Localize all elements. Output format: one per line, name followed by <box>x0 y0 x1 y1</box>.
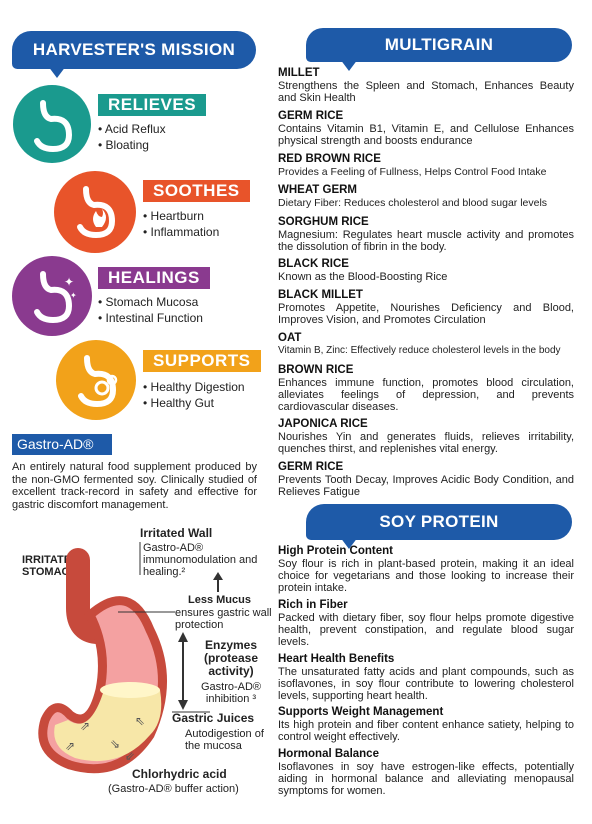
grain-desc: Nourishes Yin and generates fluids, relieves irritability, quenches thirst, and replenishes vital energy. <box>278 431 574 455</box>
svg-text:⇗: ⇗ <box>65 739 76 753</box>
grain-item <box>278 258 574 283</box>
soy-item <box>278 653 574 702</box>
grain-item <box>278 67 574 104</box>
soy-item <box>278 545 574 594</box>
grain-desc: Magnesium: Regulates heart muscle activity and promotes the dissolution of fibrin in the body. <box>278 229 574 253</box>
multigrain-banner <box>306 28 572 62</box>
grain-desc: Promotes Appetite, Nourishes Deficiency and Blood, Improves Vision, and Promotes Circulation <box>278 302 574 326</box>
mission-banner <box>12 31 256 69</box>
grain-name: GERM RICE <box>278 110 344 122</box>
svg-text:⇖: ⇖ <box>135 714 146 728</box>
category-bullets-supports <box>143 379 245 411</box>
flame-stomach-icon <box>54 171 136 253</box>
soy-item <box>278 706 574 743</box>
chlorhydric-acid-text: (Gastro-AD® buffer action) <box>108 783 239 795</box>
grain-name: MILLET <box>278 67 320 79</box>
grain-name: GERM RICE <box>278 461 344 473</box>
grain-desc: Prevents Tooth Decay, Improves Acidic Body Condition, and Relieves Fatigue <box>278 474 574 498</box>
irritated-stomach-label: IRRITATED STOMACH <box>22 554 80 578</box>
bullet-item: • Heartburn <box>143 208 219 224</box>
multigrain-title: MULTIGRAIN <box>384 35 494 54</box>
grain-name: BLACK MILLET <box>278 289 363 301</box>
bullet-item: • Stomach Mucosa <box>98 294 203 310</box>
soy-item <box>278 599 574 648</box>
gastric-juices-title: Gastric Juices <box>172 711 255 725</box>
soy-desc: The unsaturated fatty acids and plant compounds, such as isoflavones, in soy flour contribute to lowering cholesterol levels, supporting heart health. <box>278 666 574 702</box>
soy-desc: Soy flour is rich in plant-based protein, making it an ideal choice for vegetarians and those looking to increase their protein intake. <box>278 558 574 594</box>
irritated-wall-text: Gastro-AD® immunomodulation and healing.² <box>143 542 258 578</box>
gastric-juices-text: Autodigestion of the mucosa <box>185 728 264 752</box>
soy-desc: Isoflavones in soy have estrogen-like effects, potentially aiding in hormonal balance and alleviating menopausal symptoms for women. <box>278 761 574 797</box>
category-label-healings: HEALINGS <box>98 267 210 289</box>
soy-name: Hormonal Balance <box>278 748 379 760</box>
bullet-item: • Intestinal Function <box>98 310 203 326</box>
bullet-item: • Bloating <box>98 137 166 153</box>
bullet-item: • Acid Reflux <box>98 121 166 137</box>
soy-name: Heart Health Benefits <box>278 653 395 665</box>
grain-desc: Provides a Feeling of Fullness, Helps Control Food Intake <box>278 166 547 178</box>
mission-title: HARVESTER'S MISSION <box>32 40 236 59</box>
less-mucus-title: Less Mucus <box>188 594 251 606</box>
grain-name: RED BROWN RICE <box>278 153 381 165</box>
grain-item <box>278 184 574 209</box>
category-label-relieves: RELIEVES <box>98 94 206 116</box>
svg-text:⇙: ⇙ <box>125 749 136 763</box>
category-bullets-soothes <box>143 208 219 240</box>
grain-desc: Enhances immune function, promotes blood circulation, alleviates feelings of depression, and prevents cardiovascular diseases. <box>278 377 574 413</box>
gear-stomach-icon <box>56 340 136 420</box>
svg-text:✦: ✦ <box>64 275 75 289</box>
grain-item <box>278 153 574 178</box>
less-mucus-text: ensures gastric wall protection <box>175 607 272 631</box>
grain-item <box>278 461 574 498</box>
grain-item <box>278 216 574 253</box>
svg-text:⇘: ⇘ <box>110 737 121 751</box>
grain-name: WHEAT GERM <box>278 184 358 196</box>
bullet-item: • Healthy Digestion <box>143 379 245 395</box>
grain-item <box>278 364 574 413</box>
sparkle-stomach-icon <box>12 256 92 336</box>
gastro-title-box <box>12 434 112 455</box>
category-bullets-relieves <box>98 121 166 153</box>
category-label-supports: SUPPORTS <box>143 350 261 372</box>
grain-desc: Vitamin B, Zinc: Effectively reduce cholesterol levels in the body <box>278 345 561 356</box>
gastro-title: Gastro-AD® <box>17 436 94 452</box>
gastro-description: An entirely natural food supplement produced by the non-GMO fermented soy. Clinically studied of excellent track-record in safety and effective for gastric discomfort management. <box>12 461 257 511</box>
grain-name: BLACK RICE <box>278 258 349 270</box>
stomach-icon <box>13 85 91 163</box>
grain-name: BROWN RICE <box>278 364 354 376</box>
svg-text:⇗: ⇗ <box>80 719 91 733</box>
grain-item <box>278 289 574 326</box>
soy-desc: Its high protein and fiber content enhance satiety, helping to control weight effectively. <box>278 719 574 743</box>
bullet-item: • Inflammation <box>143 224 219 240</box>
soy-name: Rich in Fiber <box>278 599 348 611</box>
bullet-item: • Healthy Gut <box>143 395 245 411</box>
grain-desc: Contains Vitamin B1, Vitamin E, and Cellulose Enhances physical strength and boosts endurance <box>278 123 574 147</box>
soy-protein-title: SOY PROTEIN <box>379 512 499 531</box>
enzymes-text: Gastro-AD® inhibition ³ <box>200 681 262 705</box>
enzymes-title: Enzymes (protease activity) <box>203 638 259 678</box>
soy-desc: Packed with dietary fiber, soy flour helps promote digestive health, prevent constipation, and regulate blood sugar levels. <box>278 612 574 648</box>
grain-desc: Known as the Blood-Boosting Rice <box>278 271 448 283</box>
category-label-soothes: SOOTHES <box>143 180 250 202</box>
soy-name: Supports Weight Management <box>278 706 444 718</box>
soy-protein-banner <box>306 504 572 540</box>
grain-name: JAPONICA RICE <box>278 418 368 430</box>
irritated-wall-title: Irritated Wall <box>140 526 213 540</box>
svg-text:✦: ✦ <box>70 291 77 300</box>
grain-item <box>278 418 574 455</box>
grain-name: OAT <box>278 332 302 344</box>
chlorhydric-acid-title: Chlorhydric acid <box>132 767 227 781</box>
soy-item <box>278 748 574 797</box>
grain-item <box>278 110 574 147</box>
grain-desc: Strengthens the Spleen and Stomach, Enhances Beauty and Skin Health <box>278 80 574 104</box>
grain-item <box>278 332 574 357</box>
soy-name: High Protein Content <box>278 545 393 557</box>
grain-name: SORGHUM RICE <box>278 216 369 228</box>
grain-desc: Dietary Fiber: Reduces cholesterol and blood sugar levels <box>278 197 548 209</box>
banner-tail <box>48 66 66 78</box>
category-bullets-healings <box>98 294 203 326</box>
